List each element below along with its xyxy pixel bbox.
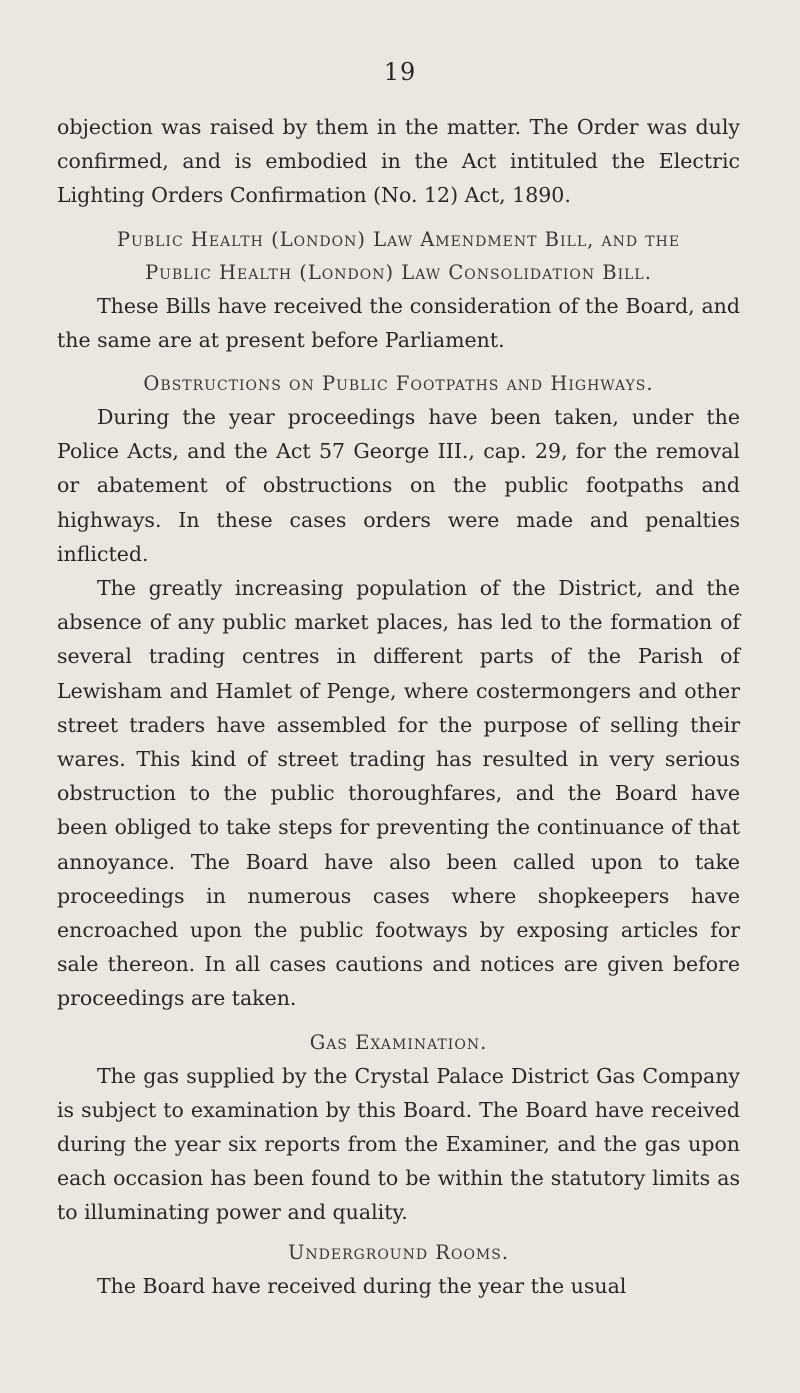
paragraph-street-trading: The greatly increasing population of the District, and the absence of any public market places, has led to the formation of several trading centres in different parts of the Parish of Lewisham and Hamlet of Penge, where costermongers and other street traders have assembled for the purpose of selling their wares. This kind of street trading has resulted in very serious obstruction to the public thoroughfares, and the Board have been obliged to take steps for preventing the continuance of that annoyance. The Board have also been called upon to take proceedings in numerous cases where shopkeepers have encroached upon the public footways by exposing articles for sale thereon. In all cases cautions and notices are given before proceedings are taken. [57, 576, 740, 1011]
page-number: 19 [383, 58, 417, 86]
paragraph-bills: These Bills have received the consideration of the Board, and the same are at present before Parliament. [57, 293, 740, 352]
paragraph-continued: objection was raised by them in the matter. The Order was duly confirmed, and is embodied in the Act intituled the Electric Lighting Orders Confirmation (No. 12) Act, 1890. [57, 115, 740, 208]
section-heading-underground-rooms: Underground Rooms. [287, 1240, 510, 1264]
paragraph-proceedings: During the year proceedings have been taken, under the Police Acts, and the Act 57 George III., cap. 29, for the removal or abatement of obstructions on the public footpaths and highways. In these cases orders were made and penalties inflicted. [57, 405, 740, 566]
section-heading-obstructions: Obstructions on Public Footpaths and Highways. [143, 372, 654, 396]
page-body [57, 110, 740, 1303]
paragraph-gas: The gas supplied by the Crystal Palace District Gas Company is subject to examination by this Board. The Board have received during the year six reports from the Examiner, and the gas upon each occasion has been found to be within the statutory limits as to illuminating power and quality. [57, 1063, 740, 1225]
section-heading-public-health-bills-line1: Public Health (London) Law Amendment Bill, and the [116, 227, 681, 251]
paragraph-underground: The Board have received during the year the usual [97, 1273, 627, 1298]
section-heading-public-health-bills-line2: Public Health (London) Law Consolidation Bill. [145, 260, 652, 284]
section-heading-gas-examination: Gas Examination. [309, 1030, 488, 1054]
